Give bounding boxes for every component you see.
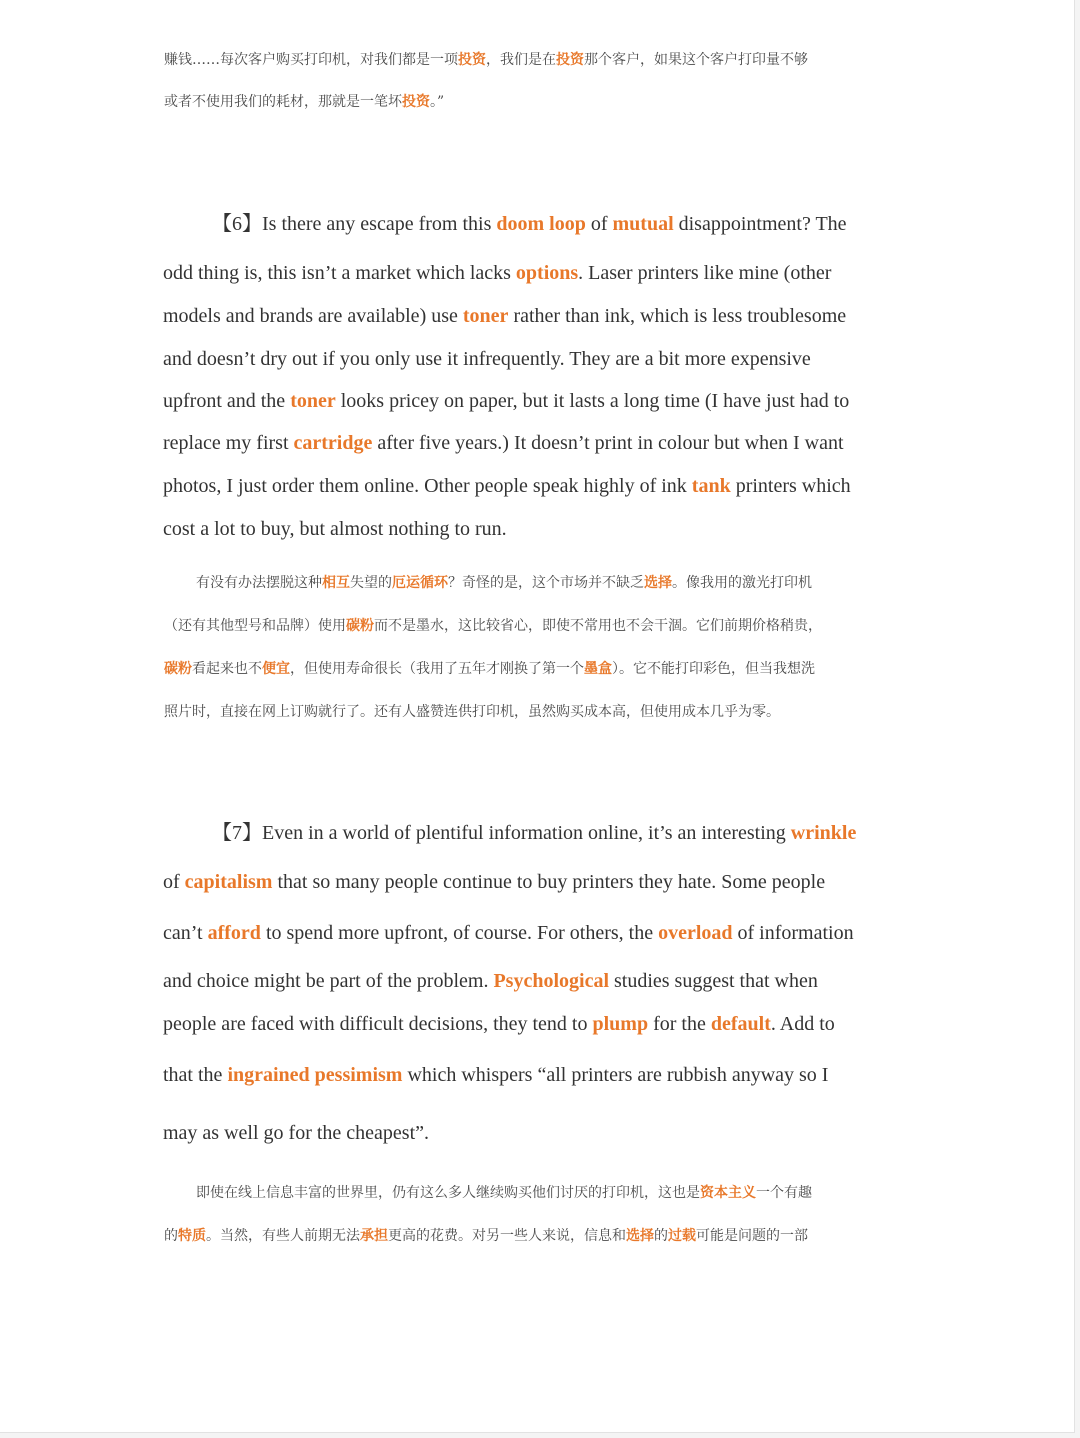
highlighted-term: doom loop	[496, 213, 586, 235]
highlighted-term: 投资	[402, 94, 430, 110]
highlighted-term: 投资	[556, 52, 584, 68]
english-text-line: replace my first cartridge after five years.) It doesn’t print in colour but when I want	[163, 432, 844, 454]
chinese-translation-line: 有没有办法摆脱这种相互失望的厄运循环？奇怪的是，这个市场并不缺乏选择。像我用的激光打印机	[196, 575, 812, 591]
english-text-line: of capitalism that so many people continue to buy printers they hate. Some people	[163, 871, 826, 893]
highlighted-term: 承担	[360, 1228, 388, 1244]
highlighted-term: 墨盒	[584, 661, 612, 677]
english-text-line: upfront and the toner looks pricey on paper, but it lasts a long time (I have just had to	[163, 390, 850, 412]
english-text-line: people are faced with difficult decisions, they tend to plump for the default. Add to	[163, 1013, 835, 1035]
highlighted-term: wrinkle	[790, 822, 857, 844]
chinese-translation-line: （还有其他型号和品牌）使用碳粉而不是墨水，这比较省心，即使不常用也不会干涸。它们前期价格稍贵，	[164, 618, 822, 634]
english-text-line: and choice might be part of the problem. Psychological studies suggest that when	[163, 970, 818, 992]
highlighted-term: toner	[290, 390, 336, 412]
english-text-line: photos, I just order them online. Other people speak highly of ink tank printers which	[163, 475, 851, 497]
highlighted-term: capitalism	[184, 871, 273, 893]
english-text-line: 【7】Even in a world of plentiful information online, it’s an interesting wrinkle	[212, 822, 857, 844]
chinese-translation-line: 赚钱……每次客户购买打印机，对我们都是一项投资，我们是在投资那个客户，如果这个客户打印量不够	[164, 52, 808, 68]
chinese-translation-line: 碳粉看起来也不便宜，但使用寿命很长（我用了五年才刚换了第一个墨盒）。它不能打印彩色，但当我想洗	[164, 661, 815, 677]
chinese-translation-line: 照片时，直接在网上订购就行了。还有人盛赞连供打印机，虽然购买成本高，但使用成本几乎为零。	[164, 704, 780, 720]
highlighted-term: toner	[462, 305, 509, 327]
highlighted-term: 选择	[644, 575, 672, 591]
highlighted-term: overload	[658, 922, 733, 944]
english-text-line: may as well go for the cheapest”.	[163, 1122, 430, 1144]
highlighted-term: plump	[592, 1013, 649, 1035]
highlighted-term: 碳粉	[346, 618, 374, 634]
english-text-line: that the ingrained pessimism which whispers “all printers are rubbish anyway so I	[163, 1064, 829, 1086]
highlighted-term: mutual	[612, 213, 674, 235]
highlighted-term: 便宜	[262, 661, 290, 677]
highlighted-term: 特质	[178, 1228, 206, 1244]
chinese-translation-line: 或者不使用我们的耗材，那就是一笔坏投资。”	[164, 94, 445, 110]
english-text-line: cost a lot to buy, but almost nothing to run.	[163, 518, 507, 540]
chinese-translation-line: 的特质。当然，有些人前期无法承担更高的花费。对另一些人来说，信息和选择的过载可能是问题的一部	[164, 1228, 808, 1244]
highlighted-term: 投资	[458, 52, 486, 68]
highlighted-term: 厄运循环	[392, 575, 448, 591]
highlighted-term: 相互	[322, 575, 350, 591]
highlighted-term: options	[515, 262, 579, 284]
highlighted-term: default	[710, 1013, 771, 1035]
highlighted-term: ingrained pessimism	[227, 1064, 403, 1086]
english-text-line: can’t afford to spend more upfront, of course. For others, the overload of information	[163, 922, 854, 944]
english-text-line: 【6】Is there any escape from this doom loop of mutual disappointment? The	[212, 213, 847, 235]
highlighted-term: 选择	[626, 1228, 654, 1244]
highlighted-term: Psychological	[493, 970, 609, 992]
highlighted-term: afford	[207, 922, 261, 944]
highlighted-term: 资本主义	[700, 1185, 756, 1201]
highlighted-term: 过载	[668, 1228, 696, 1244]
english-text-line: and doesn’t dry out if you only use it infrequently. They are a bit more expensive	[163, 348, 811, 370]
highlighted-term: tank	[691, 475, 731, 497]
english-text-line: odd thing is, this isn’t a market which lacks options. Laser printers like mine (other	[163, 262, 832, 284]
highlighted-term: cartridge	[293, 432, 373, 454]
highlighted-term: 碳粉	[164, 661, 192, 677]
english-text-line: models and brands are available) use toner rather than ink, which is less troublesome	[163, 305, 847, 327]
chinese-translation-line: 即使在线上信息丰富的世界里，仍有这么多人继续购买他们讨厌的打印机，这也是资本主义一个有趣	[196, 1185, 812, 1201]
